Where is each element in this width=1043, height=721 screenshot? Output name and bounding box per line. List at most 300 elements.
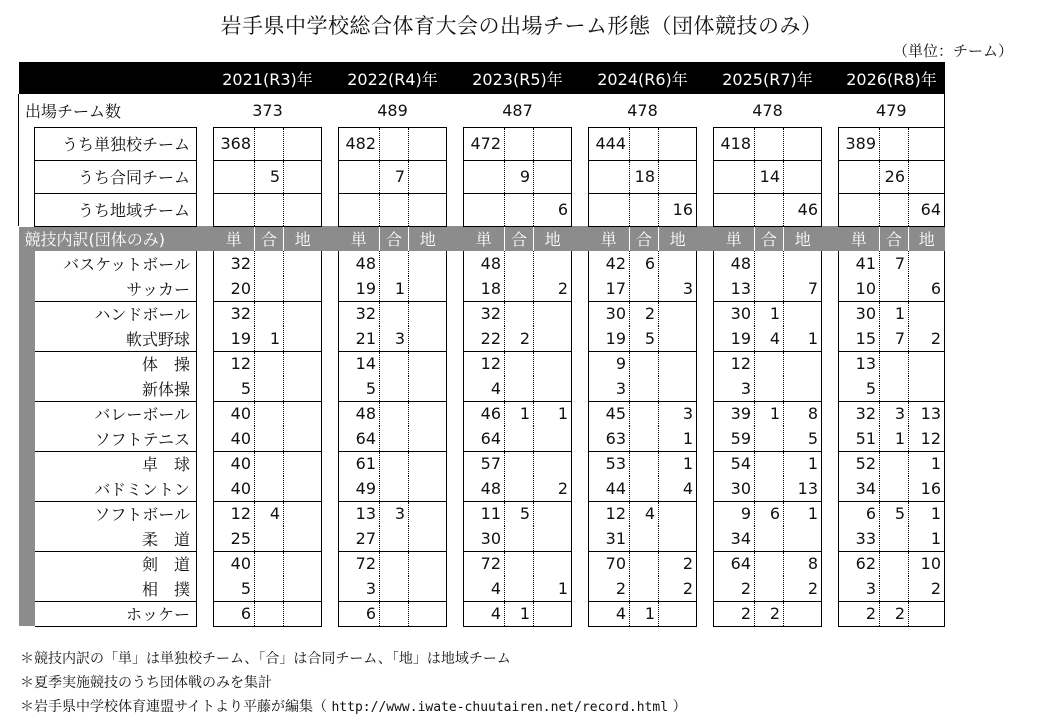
sport-name: バドミントン <box>35 476 197 501</box>
sport-value: 11 <box>464 501 505 526</box>
sport-value <box>409 451 447 476</box>
sport-row <box>19 576 945 601</box>
sport-value <box>784 301 822 326</box>
sep-cell <box>447 501 464 526</box>
sport-value <box>534 501 572 526</box>
sport-value: 13 <box>714 276 755 301</box>
sport-value <box>380 576 409 601</box>
breakdown-value: 16 <box>659 193 697 226</box>
shade-cell <box>19 276 35 301</box>
sport-value: 4 <box>464 376 505 401</box>
sep-cell <box>322 301 339 326</box>
sport-value <box>784 251 822 276</box>
sport-value: 2 <box>659 576 697 601</box>
sport-value <box>630 526 659 551</box>
sport-value: 5 <box>784 426 822 451</box>
sport-name: ソフトボール <box>35 501 197 526</box>
sport-value: 4 <box>630 501 659 526</box>
sport-row <box>19 451 945 476</box>
total-value: 478 <box>627 100 658 120</box>
sport-value <box>409 526 447 551</box>
shade-cell <box>19 426 35 451</box>
sport-value: 2 <box>659 551 697 576</box>
sport-value: 22 <box>464 326 505 351</box>
column-head: 地 <box>534 226 572 251</box>
sep-cell <box>322 401 339 426</box>
breakdown-value: 444 <box>589 127 630 160</box>
sport-value <box>755 551 784 576</box>
sep-cell <box>697 401 714 426</box>
sep-cell <box>197 193 214 226</box>
sport-value <box>505 301 534 326</box>
sport-value <box>284 251 322 276</box>
sport-value: 64 <box>464 426 505 451</box>
sport-value: 33 <box>839 526 880 551</box>
sport-value <box>755 376 784 401</box>
empty-cell <box>909 127 945 160</box>
sport-value: 34 <box>714 526 755 551</box>
sport-value: 40 <box>214 451 255 476</box>
sport-value <box>909 376 945 401</box>
sep-cell <box>197 526 214 551</box>
empty-cell <box>630 127 659 160</box>
sep-cell <box>197 601 214 626</box>
sep-cell <box>697 160 714 193</box>
total-value: 487 <box>502 100 533 120</box>
sep-cell <box>197 501 214 526</box>
sport-value <box>380 301 409 326</box>
sport-value: 9 <box>589 351 630 376</box>
source-url: http://www.iwate-chuutairen.net/record.html <box>331 700 669 715</box>
sport-value: 10 <box>839 276 880 301</box>
sport-value <box>505 526 534 551</box>
sport-name: ソフトテニス <box>35 426 197 451</box>
sport-value <box>630 551 659 576</box>
page-title: 岩手県中学校総合体育大会の出場チーム形態（団体競技のみ） <box>220 14 823 38</box>
sport-value <box>534 426 572 451</box>
column-head: 単 <box>214 226 255 251</box>
sport-value <box>284 326 322 351</box>
sep-cell <box>322 576 339 601</box>
sport-value <box>880 351 909 376</box>
sport-value <box>505 276 534 301</box>
sport-value: 15 <box>839 326 880 351</box>
detail-header-row <box>19 226 945 251</box>
sport-value: 44 <box>589 476 630 501</box>
sep-cell <box>822 251 839 276</box>
empty-cell <box>784 160 822 193</box>
sport-value <box>755 476 784 501</box>
sep-cell <box>697 551 714 576</box>
year-header: 2022(R4)年 <box>339 62 447 94</box>
sep-cell <box>697 476 714 501</box>
sep-cell <box>697 251 714 276</box>
sport-value: 3 <box>380 326 409 351</box>
sport-value: 32 <box>214 301 255 326</box>
sport-value: 48 <box>339 251 380 276</box>
sep-cell <box>322 193 339 226</box>
sport-value: 18 <box>464 276 505 301</box>
sport-value: 2 <box>630 301 659 326</box>
breakdown-row <box>19 193 945 226</box>
sep-cell <box>322 326 339 351</box>
sport-value: 1 <box>784 326 822 351</box>
sport-value: 12 <box>214 351 255 376</box>
detail-gap <box>447 226 464 251</box>
sport-value <box>505 376 534 401</box>
sep-cell <box>697 301 714 326</box>
sport-value: 40 <box>214 401 255 426</box>
sport-value: 48 <box>464 251 505 276</box>
breakdown-value: 389 <box>839 127 880 160</box>
sport-row <box>19 401 945 426</box>
sport-value <box>284 576 322 601</box>
sport-value: 1 <box>534 576 572 601</box>
sport-value <box>380 251 409 276</box>
sport-value <box>880 476 909 501</box>
sep-cell <box>197 401 214 426</box>
sport-value: 6 <box>214 601 255 626</box>
sport-value: 57 <box>464 451 505 476</box>
sport-value: 6 <box>339 601 380 626</box>
year-header: 2023(R5)年 <box>464 62 572 94</box>
sep-cell <box>322 351 339 376</box>
sep-cell <box>197 476 214 501</box>
column-head: 合 <box>755 226 784 251</box>
sport-value: 13 <box>339 501 380 526</box>
sport-value: 1 <box>784 501 822 526</box>
sport-value <box>380 351 409 376</box>
breakdown-value: 46 <box>784 193 822 226</box>
sport-value: 3 <box>589 376 630 401</box>
note-2: ＊夏季実施競技のうち団体戦のみを集計 <box>20 675 272 691</box>
sport-value: 1 <box>255 326 284 351</box>
sport-value: 1 <box>380 276 409 301</box>
sport-value: 1 <box>880 426 909 451</box>
sport-value: 59 <box>714 426 755 451</box>
sport-value: 49 <box>339 476 380 501</box>
sep-cell <box>447 160 464 193</box>
detail-gap <box>572 226 589 251</box>
breakdown-label: うち単独校チーム <box>35 127 197 160</box>
sep-cell <box>447 526 464 551</box>
shade-cell <box>19 476 35 501</box>
sep-cell <box>697 601 714 626</box>
sport-value: 5 <box>214 576 255 601</box>
sport-value <box>380 376 409 401</box>
empty-cell <box>880 193 909 226</box>
sport-value <box>784 351 822 376</box>
sep-cell <box>697 526 714 551</box>
sep-cell <box>447 476 464 501</box>
header-gap <box>197 62 214 94</box>
sport-value: 2 <box>589 576 630 601</box>
empty-cell <box>534 127 572 160</box>
sport-value <box>255 376 284 401</box>
empty-cell <box>214 193 255 226</box>
sport-name: ホッケー <box>35 601 197 626</box>
breakdown-label: うち地域チーム <box>35 193 197 226</box>
sport-name: バレーボール <box>35 401 197 426</box>
sep-cell <box>197 94 214 127</box>
sep-cell <box>197 251 214 276</box>
sport-value: 9 <box>714 501 755 526</box>
sport-value <box>409 501 447 526</box>
sport-value <box>630 451 659 476</box>
sport-value: 5 <box>214 376 255 401</box>
breakdown-value: 9 <box>505 160 534 193</box>
note-3-prefix: ＊岩手県中学校体育連盟サイトより平藤が編集（ <box>20 699 332 715</box>
empty-cell <box>659 127 697 160</box>
sport-value <box>255 426 284 451</box>
sport-name: 体 操 <box>35 351 197 376</box>
sep-cell <box>322 251 339 276</box>
sep-cell <box>447 601 464 626</box>
sep-cell <box>572 426 589 451</box>
column-head: 単 <box>589 226 630 251</box>
sport-value: 5 <box>339 376 380 401</box>
sport-value: 4 <box>464 601 505 626</box>
sport-value <box>534 376 572 401</box>
sport-value <box>659 601 697 626</box>
sport-value: 62 <box>839 551 880 576</box>
detail-gap <box>197 226 214 251</box>
sport-value <box>255 576 284 601</box>
sport-row <box>19 251 945 276</box>
sport-value <box>409 601 447 626</box>
sport-row <box>19 376 945 401</box>
sport-value <box>755 576 784 601</box>
sep-cell <box>822 426 839 451</box>
sport-value <box>409 326 447 351</box>
sport-value: 7 <box>784 276 822 301</box>
note-1: ＊競技内訳の「単」は単独校チーム、「合」は合同チーム、「地」は地域チーム <box>20 651 511 667</box>
sep-cell <box>822 476 839 501</box>
year-header-row <box>19 62 945 94</box>
sport-value: 48 <box>714 251 755 276</box>
sport-value: 1 <box>505 601 534 626</box>
sport-row <box>19 326 945 351</box>
detail-label: 競技内訳(団体のみ) <box>19 226 197 251</box>
sep-cell <box>822 401 839 426</box>
sport-value <box>630 476 659 501</box>
sep-cell <box>447 401 464 426</box>
sport-value: 42 <box>589 251 630 276</box>
sport-value <box>284 401 322 426</box>
sport-value: 8 <box>784 401 822 426</box>
sep-cell <box>197 301 214 326</box>
empty-cell <box>755 193 784 226</box>
sport-value <box>409 401 447 426</box>
sport-value <box>255 401 284 426</box>
sport-value: 2 <box>839 601 880 626</box>
sport-value <box>880 576 909 601</box>
breakdown-value: 5 <box>255 160 284 193</box>
sep-cell <box>572 551 589 576</box>
sep-cell <box>572 376 589 401</box>
sport-value: 40 <box>214 426 255 451</box>
sport-value: 54 <box>714 451 755 476</box>
sport-value <box>755 526 784 551</box>
sport-value: 17 <box>589 276 630 301</box>
sep-cell <box>697 501 714 526</box>
note-3-suffix: ） <box>668 699 687 715</box>
sport-value: 51 <box>839 426 880 451</box>
sport-value <box>284 301 322 326</box>
empty-cell <box>505 127 534 160</box>
sport-value <box>380 551 409 576</box>
sep-cell <box>697 326 714 351</box>
empty-cell <box>409 160 447 193</box>
sport-value <box>380 451 409 476</box>
sport-value: 53 <box>589 451 630 476</box>
sport-value <box>755 451 784 476</box>
sport-value: 12 <box>714 351 755 376</box>
sport-value: 72 <box>464 551 505 576</box>
indent-cell <box>19 193 35 226</box>
sport-value <box>659 251 697 276</box>
sport-value: 40 <box>214 551 255 576</box>
breakdown-value: 7 <box>380 160 409 193</box>
header-gap <box>697 62 714 94</box>
sep-cell <box>697 127 714 160</box>
sport-value: 32 <box>839 401 880 426</box>
team-table <box>18 62 945 627</box>
sport-value <box>630 576 659 601</box>
header-gap <box>572 62 589 94</box>
sport-value: 30 <box>839 301 880 326</box>
sport-value: 13 <box>839 351 880 376</box>
sport-value <box>909 601 945 626</box>
sport-value <box>284 526 322 551</box>
sport-value <box>409 576 447 601</box>
empty-cell <box>755 127 784 160</box>
sport-value <box>784 526 822 551</box>
sport-name: 相 撲 <box>35 576 197 601</box>
sep-cell <box>447 326 464 351</box>
sport-value <box>505 576 534 601</box>
sport-value <box>255 526 284 551</box>
sep-cell <box>822 94 839 127</box>
sport-value <box>409 476 447 501</box>
sport-value: 2 <box>909 326 945 351</box>
shade-cell <box>19 351 35 376</box>
sep-cell <box>447 426 464 451</box>
sport-row <box>19 601 945 626</box>
empty-cell <box>380 193 409 226</box>
sep-cell <box>572 576 589 601</box>
sport-value: 39 <box>714 401 755 426</box>
breakdown-label: うち合同チーム <box>35 160 197 193</box>
empty-cell <box>839 160 880 193</box>
sep-cell <box>197 326 214 351</box>
sport-value <box>409 376 447 401</box>
sport-value <box>880 376 909 401</box>
sport-value <box>505 551 534 576</box>
sport-value: 19 <box>714 326 755 351</box>
sport-value: 12 <box>909 426 945 451</box>
sep-cell <box>447 376 464 401</box>
sport-value: 1 <box>784 451 822 476</box>
sport-value: 1 <box>659 426 697 451</box>
sport-value <box>880 551 909 576</box>
sport-value: 2 <box>714 601 755 626</box>
sep-cell <box>447 351 464 376</box>
empty-cell <box>284 160 322 193</box>
sport-value: 6 <box>909 276 945 301</box>
sport-value <box>659 351 697 376</box>
shade-cell <box>19 376 35 401</box>
sport-value: 1 <box>505 401 534 426</box>
sep-cell <box>822 501 839 526</box>
sport-value: 2 <box>505 326 534 351</box>
sport-value: 12 <box>464 351 505 376</box>
sport-value <box>630 376 659 401</box>
sep-cell <box>447 451 464 476</box>
sport-value: 1 <box>909 501 945 526</box>
sport-value <box>755 351 784 376</box>
sep-cell <box>822 376 839 401</box>
shade-cell <box>19 576 35 601</box>
sport-value: 32 <box>214 251 255 276</box>
sep-cell <box>197 351 214 376</box>
indent-cell <box>19 127 35 160</box>
empty-cell <box>784 127 822 160</box>
sep-cell <box>697 376 714 401</box>
sport-name: 剣 道 <box>35 551 197 576</box>
sep-cell <box>822 526 839 551</box>
sep-cell <box>697 351 714 376</box>
sep-cell <box>822 576 839 601</box>
shade-cell <box>19 401 35 426</box>
sport-value: 48 <box>339 401 380 426</box>
sport-value: 1 <box>534 401 572 426</box>
sport-value: 48 <box>464 476 505 501</box>
sport-value <box>255 551 284 576</box>
sport-row <box>19 301 945 326</box>
sep-cell <box>822 601 839 626</box>
sport-value <box>659 301 697 326</box>
breakdown-row <box>19 160 945 193</box>
sport-value: 16 <box>909 476 945 501</box>
sep-cell <box>322 601 339 626</box>
sport-value <box>784 376 822 401</box>
column-head: 単 <box>339 226 380 251</box>
sport-value: 61 <box>339 451 380 476</box>
breakdown-value <box>409 193 447 226</box>
sport-value <box>534 551 572 576</box>
sport-value: 1 <box>909 526 945 551</box>
sport-value: 5 <box>505 501 534 526</box>
sport-value <box>284 426 322 451</box>
sport-value: 1 <box>880 301 909 326</box>
sep-cell <box>572 501 589 526</box>
sport-value: 4 <box>589 601 630 626</box>
sport-value <box>255 601 284 626</box>
sep-cell <box>197 376 214 401</box>
sep-cell <box>197 127 214 160</box>
sport-value <box>534 251 572 276</box>
sport-value <box>284 551 322 576</box>
sep-cell <box>822 451 839 476</box>
sport-value <box>284 276 322 301</box>
sep-cell <box>322 160 339 193</box>
column-head: 単 <box>714 226 755 251</box>
sport-value <box>909 351 945 376</box>
sport-row <box>19 501 945 526</box>
sport-value <box>909 251 945 276</box>
sport-value <box>255 351 284 376</box>
